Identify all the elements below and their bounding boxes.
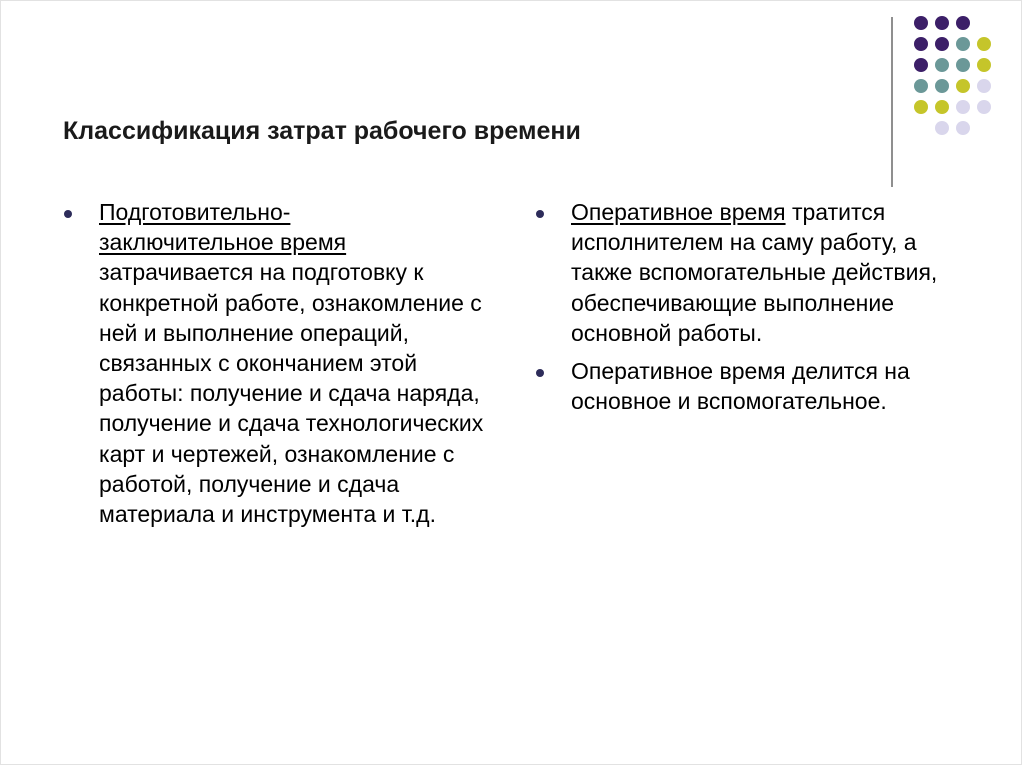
dot-grid-decoration (1, 1, 1022, 201)
term-preparatory: Подготовительно- заключительное время (99, 199, 347, 256)
decor-dot (935, 79, 949, 93)
decor-dot (914, 100, 928, 114)
decor-dot (956, 100, 970, 114)
list-item (535, 356, 975, 416)
left-column (63, 197, 493, 537)
decor-dot (956, 58, 970, 72)
decor-dot (977, 100, 991, 114)
decor-dot (977, 37, 991, 51)
decor-dot (956, 16, 970, 30)
decor-dot (956, 121, 970, 135)
decor-dot (935, 121, 949, 135)
decor-dot (935, 37, 949, 51)
list-item (63, 197, 493, 529)
decor-dot (914, 37, 928, 51)
bullet-text: затрачивается на подготовку к конкретной работе, ознакомление с ней и выполнение операций, связанных с окончанием этой работы: получение и сдача наряда, получение и сдача технологических карт и чертежей, ознакомление с работой, получение и сдача материала и инструмента и т.д. (99, 259, 484, 528)
decor-dot (935, 16, 949, 30)
vertical-rule (891, 17, 893, 187)
decor-dot (914, 58, 928, 72)
decor-dot (914, 16, 928, 30)
decor-dot (935, 58, 949, 72)
decor-dot (935, 100, 949, 114)
decor-dot (956, 79, 970, 93)
list-item (535, 197, 975, 348)
decor-dot (977, 58, 991, 72)
decor-dot (977, 79, 991, 93)
bullet-text: тратится исполнителем на саму работу, а также вспомогательные действия, обеспечивающие выполнение основной работы. (571, 199, 938, 346)
decor-dot (956, 37, 970, 51)
bullet-text: Оперативное время делится на основное и вспомогательное. (571, 358, 910, 415)
term-operative: Оперативное время (571, 199, 786, 225)
right-column (535, 197, 975, 424)
decor-dot (914, 79, 928, 93)
slide-title: Классификация затрат рабочего времени (63, 117, 581, 145)
